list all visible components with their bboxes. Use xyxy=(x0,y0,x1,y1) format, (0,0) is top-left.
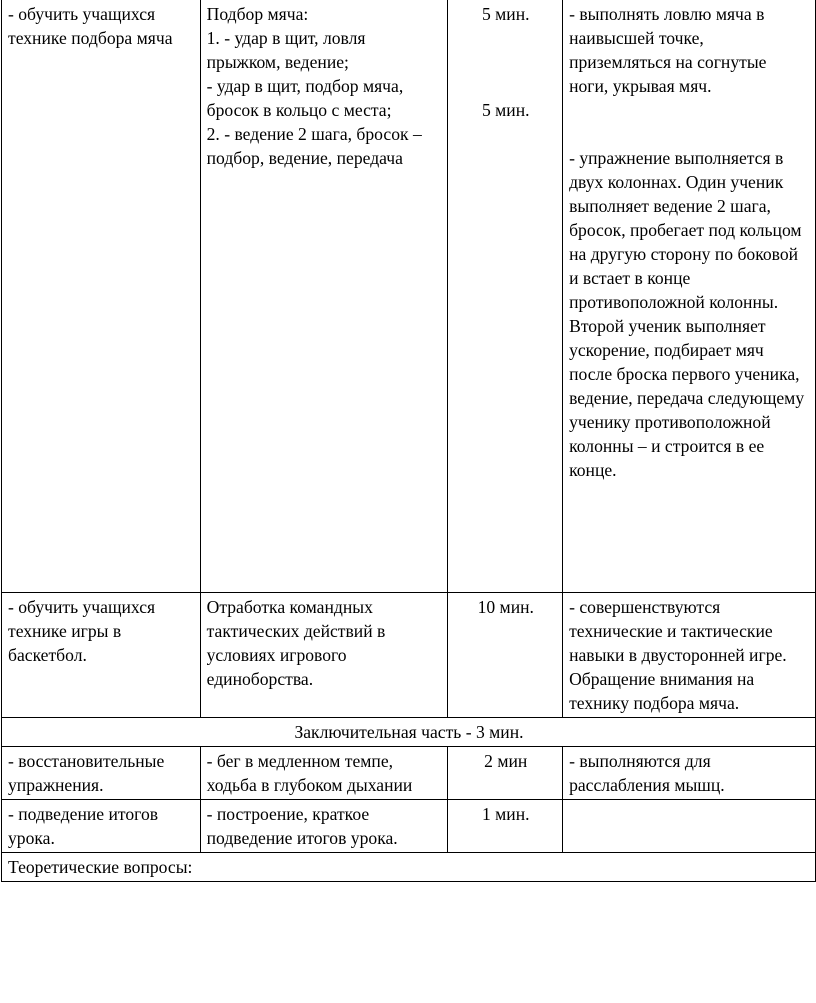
content-cell xyxy=(200,747,448,800)
note-text: - выполнять ловлю мяча в наивысшей точке, приземляться на согнутые ноги, укрывая мяч. xyxy=(569,4,767,96)
time-text: 1 мин. xyxy=(481,804,530,824)
section-row xyxy=(2,853,816,882)
content-item: 2. - ведение 2 шага, бросок – подбор, ведение, передача xyxy=(206,124,422,168)
content-item: - удар в щит, подбор мяча, бросок в кольцо с места; xyxy=(206,76,404,120)
goal-cell xyxy=(2,747,201,800)
time-text: 5 мин. xyxy=(481,4,530,24)
content-item: - бег в медленном темпе, ходьба в глубоком дыхании xyxy=(206,751,413,795)
time-text: 2 мин xyxy=(484,751,528,771)
goal-cell xyxy=(2,593,201,718)
content-item: 1. - удар в щит, ловля прыжком, ведение; xyxy=(206,28,366,72)
time-cell xyxy=(448,0,563,593)
table-row xyxy=(2,0,816,593)
time-text: 10 мин. xyxy=(477,597,534,617)
content-item: Отработка командных тактических действий в условиях игрового единоборства. xyxy=(206,597,386,689)
goal-text: - восстановительные упражнения. xyxy=(8,751,165,795)
note-cell xyxy=(563,747,816,800)
content-cell xyxy=(200,800,448,853)
lesson-plan-table xyxy=(1,0,816,882)
content-title: Подбор мяча: xyxy=(206,4,309,24)
content-cell xyxy=(200,593,448,718)
time-cell xyxy=(448,747,563,800)
content-item: - построение, краткое подведение итогов урока. xyxy=(206,804,398,848)
goal-text: - обучить учащихся технике игры в баскетбол. xyxy=(8,597,156,665)
note-cell xyxy=(563,593,816,718)
section-row xyxy=(2,718,816,747)
section-heading: Заключительная часть - 3 мин. xyxy=(2,718,816,747)
goal-cell xyxy=(2,0,201,593)
note-text: - совершенствуются технические и тактические навыки в двусторонней игре. Обращение внимания на технику подбора мяча. xyxy=(569,597,787,713)
table-row xyxy=(2,593,816,718)
table-row xyxy=(2,747,816,800)
time-cell xyxy=(448,800,563,853)
time-text: 5 мин. xyxy=(481,100,530,120)
time-cell xyxy=(448,593,563,718)
goal-text: - подведение итогов урока. xyxy=(8,804,159,848)
content-cell xyxy=(200,0,448,593)
table-row xyxy=(2,800,816,853)
note-text: - выполняются для расслабления мышц. xyxy=(569,751,725,795)
goal-cell xyxy=(2,800,201,853)
note-cell xyxy=(563,800,816,853)
note-text: - упражнение выполняется в двух колоннах. Один ученик выполняет ведение 2 шага, бросок, пробегает под кольцом на другую сторону по боковой и встает в конце противоположной колонны. Второй ученик выполняет ускорение, подбирает мяч после броска первого ученика, ведение, передача следующему ученику противоположной колонны – и строится в ее конце. xyxy=(569,148,805,480)
goal-text: - обучить учащихся технике подбора мяча xyxy=(8,4,173,48)
theory-heading: Теоретические вопросы: xyxy=(2,853,816,882)
note-cell xyxy=(563,0,816,593)
